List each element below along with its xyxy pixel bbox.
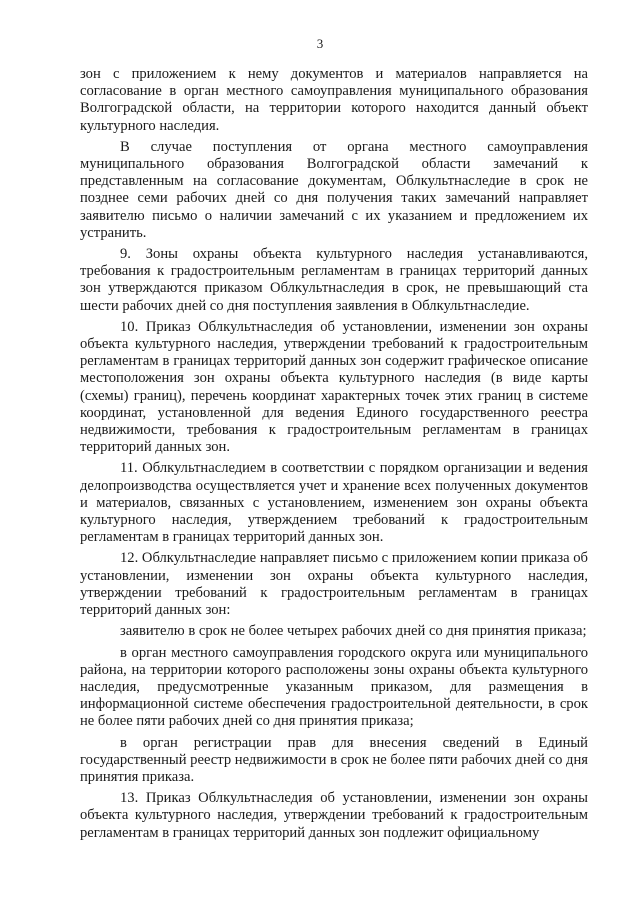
paragraph: в орган местного самоуправления городского округа или муниципального района, на территории которого расположены зоны охраны объекта культурного наследия, предусмотренные указанным приказом, для размещения в информационной системе обеспечения градостроительной деятельности, в срок не более пяти рабочих дней со дня принятия приказа; [80, 644, 588, 730]
body-text [80, 66, 588, 846]
paragraph: 12. Облкультнаследие направляет письмо с приложением копии приказа об установлении, изменении зон охраны объекта культурного наследия, утверждении требований к градостроительным регламентам в границах территорий данных зон: [80, 550, 588, 619]
paragraph: заявителю в срок не более четырех рабочих дней со дня принятия приказа; [120, 623, 587, 640]
paragraph: 13. Приказ Облкультнаследия об установлении, изменении зон охраны объекта культурного наследия, утверждении требований к градостроительным регламентам в границах территорий данных зон подлежит официальному [80, 790, 588, 841]
paragraph: зон с приложением к нему документов и материалов направляется на согласование в орган местного самоуправления муниципального образования Волгоградской области, на территории которого находится данный объект культурного наследия. [80, 66, 588, 134]
paragraph: в орган регистрации прав для внесения сведений в Единый государственный реестр недвижимости в срок не более пяти рабочих дней со дня принятия приказа. [80, 734, 588, 785]
paragraph: В случае поступления от органа местного самоуправления муниципального образования Волгоградской области замечаний к представленным на согласование документам, Облкультнаследие в срок не позднее семи рабочих дней со дня получения таких замечаний направляет заявителю письмо о наличии замечаний с их указанием и предложением их устранить. [80, 138, 588, 241]
paragraph: 11. Облкультнаследием в соответствии с порядком организации и ведения делопроизводства осуществляется учет и хранение всех полученных документов и материалов, связанных с установлением, изменением зон охраны объекта культурного наследия, утверждением требований к градостроительным регламентам в границах территорий данных зон. [80, 460, 588, 546]
paragraph: 9. Зоны охраны объекта культурного наследия устанавливаются, требования к градостроительным регламентам в границах территорий данных зон утверждаются приказом Облкультнаследия в срок, не превышающий ста шести рабочих дней со дня поступления заявления в Облкультнаследие. [80, 246, 588, 314]
paragraph: 10. Приказ Облкультнаследия об установлении, изменении зон охраны объекта культурного наследия, утверждении требований к градостроительным регламентам в границах территорий данных зон содержит графическое описание местоположения зон охраны объекта культурного наследия (в виде карты (схемы) границ), перечень координат характерных точек этих границ в системе координат, установленной для ведения Единого государственного реестра недвижимости, требования к градостроительным регламентам в границах территорий данных зон. [80, 318, 588, 456]
page-number: 3 [316, 36, 324, 51]
